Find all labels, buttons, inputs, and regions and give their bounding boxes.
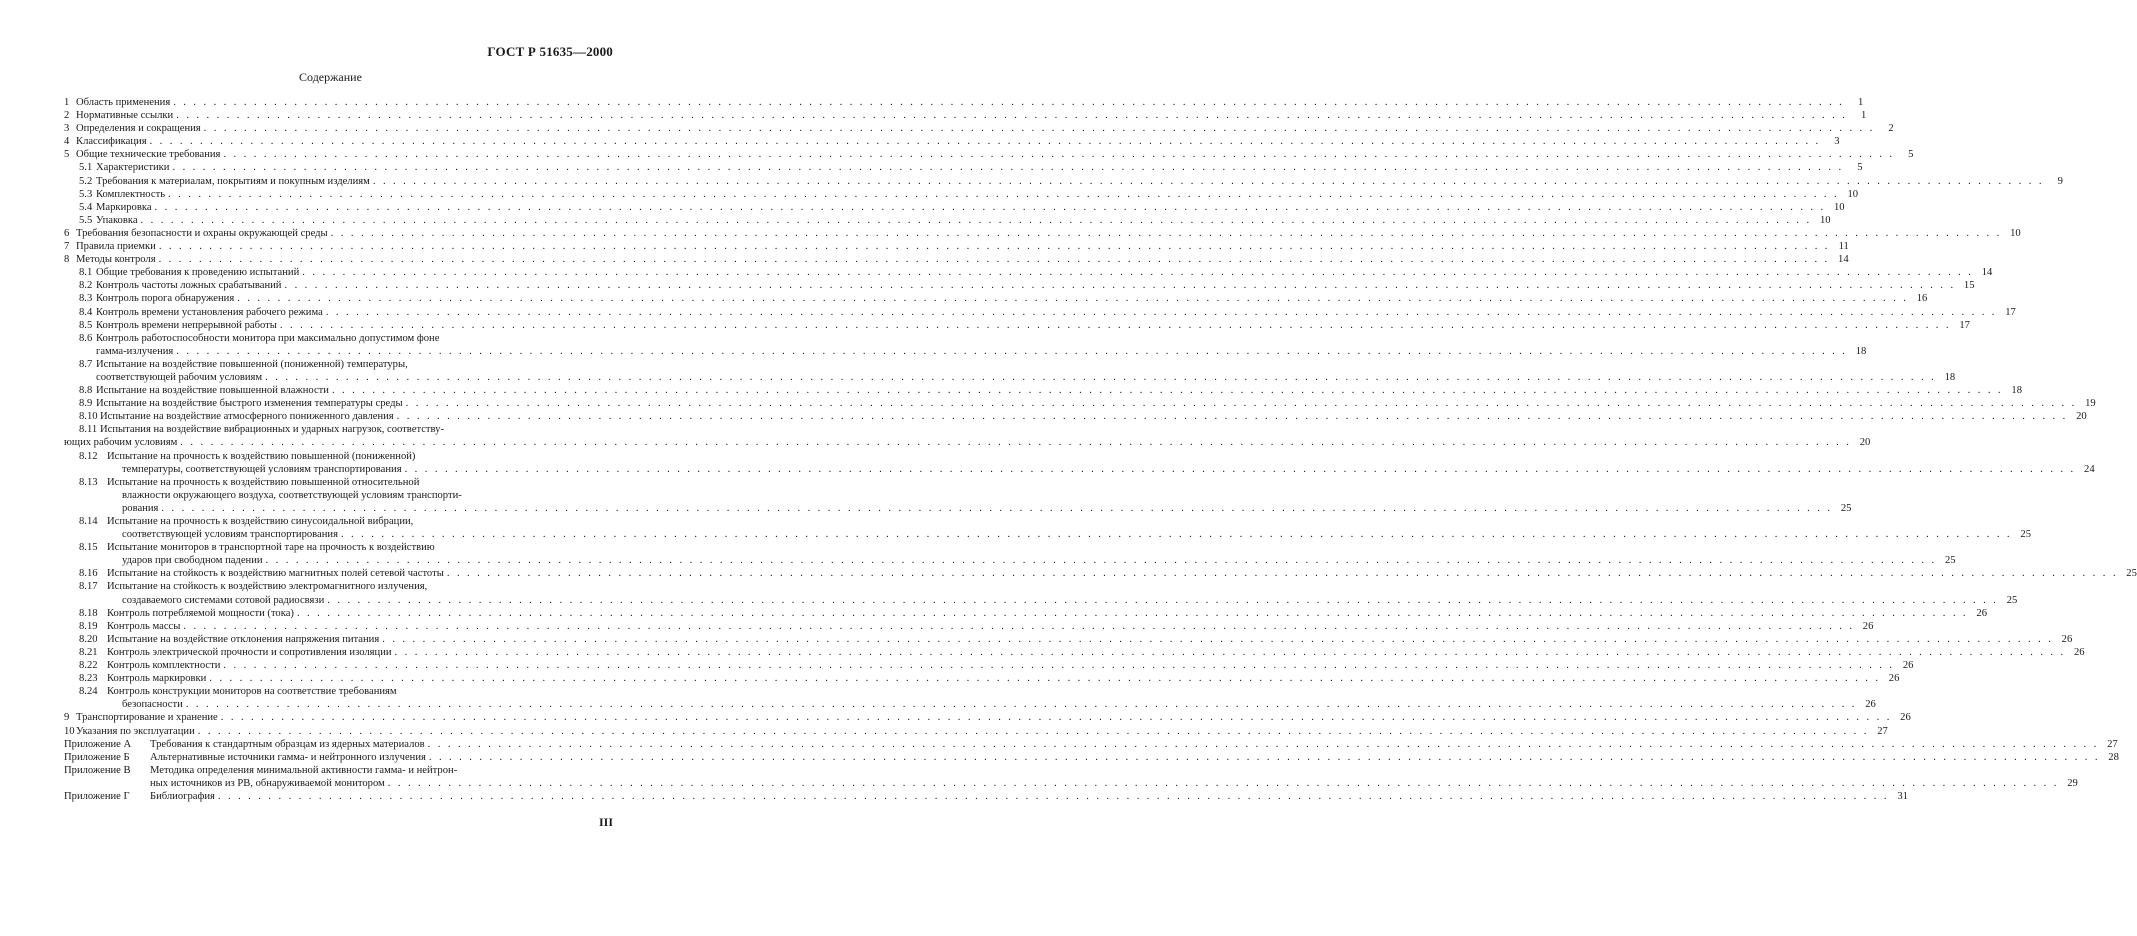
leader-dots — [302, 266, 1973, 279]
leader-dots — [198, 725, 1869, 738]
toc-entry[interactable] — [64, 214, 1831, 227]
leader-dots — [223, 148, 1894, 161]
toc-entry-title-continued: рования — [122, 502, 159, 514]
toc-entry-number: 5.3 — [79, 188, 93, 200]
toc-entry-page: 1 — [1860, 110, 1867, 122]
toc-entry-title-continued: создаваемого системами сотовой радиосвязи — [122, 594, 325, 606]
toc-entry[interactable] — [64, 672, 1900, 685]
toc-entry-page: 27 — [1877, 725, 1888, 737]
toc-entry-page: 26 — [1902, 660, 1914, 672]
leader-dots — [204, 122, 1875, 135]
toc-entry[interactable] — [64, 397, 2096, 410]
leader-dots — [168, 188, 1839, 201]
toc-entry-page: 28 — [2108, 751, 2119, 763]
leader-dots — [150, 135, 1821, 148]
toc-entry-title: Альтернативные источники гамма- и нейтронного излучения — [150, 751, 426, 763]
toc-entry[interactable] — [64, 685, 1876, 711]
toc-entry-number: 8.23 — [79, 673, 98, 685]
toc-entry-title: Контроль времени непрерывной работы — [96, 319, 277, 331]
toc-entry[interactable] — [64, 188, 1859, 201]
leader-dots — [327, 594, 1998, 607]
toc-entry-number: 8.3 — [79, 293, 93, 305]
toc-entry-page: 10 — [1847, 188, 1859, 200]
leader-dots — [237, 292, 1908, 305]
leader-dots — [284, 279, 1955, 292]
toc-entry-number: 8.19 — [79, 620, 98, 632]
toc-entry-title-continued: ющих рабочим условиям — [64, 437, 178, 449]
leader-dots — [209, 672, 1880, 685]
toc-entry-title: Классификация — [76, 136, 147, 148]
toc-entry-page: 16 — [1916, 293, 1928, 305]
toc-entry-title: Контроль комплектности — [107, 660, 221, 672]
leader-dots — [428, 738, 2099, 751]
toc-entry-title: Контроль работоспособности монитора при максимально допустимом фоне — [96, 332, 440, 344]
toc-entry-number: 8.16 — [79, 568, 98, 580]
toc-entry[interactable] — [64, 240, 1849, 253]
leader-dots — [176, 109, 1847, 122]
toc-entry-title: Контроль частоты ложных срабатываний — [96, 280, 282, 292]
toc-entry[interactable] — [64, 646, 2085, 659]
toc-entry-number: 8.20 — [79, 633, 98, 645]
toc-entry-page: 3 — [1834, 136, 1840, 148]
toc-entry-number: Приложение В — [64, 764, 131, 776]
toc-entry-page: 18 — [1855, 345, 1867, 357]
leader-dots — [266, 554, 1937, 567]
toc-entry-title: Испытание на стойкость к воздействию магнитных полей сетевой частоты — [107, 568, 444, 580]
leader-dots — [395, 646, 2066, 659]
leader-dots — [172, 161, 1843, 174]
toc-title: Содержание — [299, 70, 362, 84]
toc-entry-number: 9 — [64, 712, 70, 724]
toc-entry-number: Приложение Б — [64, 751, 130, 763]
leader-dots — [429, 751, 2100, 764]
toc-entry-title: Контроль электрической прочности и сопротивления изоляции — [107, 646, 392, 658]
toc-entry[interactable] — [64, 292, 1928, 305]
toc-entry-title: Испытания на воздействие вибрационных и ударных нагрузок, соответству- — [100, 424, 444, 436]
toc-entry-title: Контроль потребляемой мощности (тока) — [107, 607, 294, 619]
toc-entry[interactable] — [64, 567, 2137, 580]
toc-entry-number: 8.22 — [79, 660, 98, 672]
toc-entry[interactable] — [64, 96, 1864, 109]
leader-dots — [159, 240, 1830, 253]
toc-entry-title: Испытание мониторов в транспортной таре на прочность к воздействию — [107, 542, 435, 554]
leader-dots — [388, 777, 2059, 790]
toc-entry-page: 5 — [1908, 149, 1914, 161]
toc-entry-title: Указания по эксплуатации — [76, 725, 195, 737]
toc-entry[interactable] — [64, 659, 1914, 672]
toc-entry-number: 1 — [64, 97, 70, 108]
leader-dots — [331, 227, 2002, 240]
toc-entry[interactable] — [64, 476, 1852, 515]
toc-entry-page: 26 — [1865, 699, 1876, 711]
toc-entry-title: Библиография — [150, 790, 215, 802]
toc-entry-number: 8.12 — [79, 450, 98, 462]
toc-entry-number: 8.4 — [79, 306, 93, 318]
leader-dots — [141, 214, 1812, 227]
toc-entry-number: Приложение А — [64, 738, 132, 750]
toc-entry-number: 5.1 — [79, 162, 93, 174]
toc-entry-title: Испытание на стойкость к воздействию электромагнитного излучения, — [107, 581, 428, 593]
toc-entry[interactable] — [64, 633, 2073, 646]
toc-entry-number: 8.9 — [79, 398, 93, 410]
toc-entry-page: 17 — [1959, 319, 1970, 331]
toc-entry[interactable] — [64, 384, 2022, 397]
toc-entry-page: 25 — [2126, 568, 2137, 580]
toc-entry-title: Методика определения минимальной активности гамма- и нейтрон- — [150, 764, 458, 776]
toc-entry[interactable] — [64, 227, 2021, 240]
toc-entry-title-continued: температуры, соответствующей условиям транспортирования — [122, 463, 402, 475]
leader-dots — [297, 607, 1968, 620]
toc-entry-number: 8.8 — [79, 385, 93, 397]
toc-entry-page: 29 — [2067, 777, 2078, 789]
toc-entry-title: Область применения — [76, 97, 171, 108]
toc-entry-page: 18 — [2011, 385, 2022, 397]
toc-entry-page: 5 — [1857, 162, 1863, 174]
toc-entry-title: Общие требования к проведению испытаний — [96, 267, 300, 279]
toc-entry-number: 5.5 — [79, 214, 93, 226]
leader-dots — [397, 410, 2068, 423]
document-header-code: ГОСТ Р 51635—2000 — [487, 44, 613, 59]
toc-entry[interactable] — [64, 790, 1908, 803]
toc-entry[interactable] — [64, 738, 2118, 751]
toc-entry-title-continued: ударов при свободном падении — [122, 555, 263, 567]
toc-entry-number: 8.5 — [79, 319, 93, 331]
toc-entry-number: 3 — [64, 123, 70, 135]
toc-entry[interactable] — [64, 266, 1993, 279]
toc-entry-page: 26 — [1862, 620, 1874, 632]
toc-entry-title: Испытание на прочность к воздействию повышенной (пониженной) — [107, 450, 416, 462]
toc-entry-number: 5.2 — [79, 175, 93, 187]
toc-entry-number: Приложение Г — [64, 790, 130, 802]
toc-entry-page: 1 — [1857, 97, 1864, 108]
toc-entry[interactable] — [64, 450, 2095, 476]
toc-entry[interactable] — [64, 358, 1956, 384]
toc-entry-page: 2 — [1888, 123, 1894, 135]
toc-entry-page: 24 — [2084, 463, 2095, 475]
toc-entry-page: 27 — [2107, 738, 2118, 750]
toc-entry[interactable] — [64, 332, 1867, 358]
toc-entry-page: 26 — [1900, 712, 1911, 724]
toc-entry-number: 8.18 — [79, 607, 98, 619]
toc-entry-page: 19 — [2085, 398, 2096, 410]
toc-entry-number: 8.15 — [79, 542, 98, 554]
leader-dots — [221, 711, 1892, 724]
toc-entry[interactable] — [64, 135, 1840, 148]
toc-entry-number: 8.7 — [79, 358, 93, 370]
toc-entry[interactable] — [64, 253, 1849, 266]
toc-entry-number: 8.21 — [79, 646, 98, 658]
toc-entry-number: 8.10 — [79, 411, 98, 423]
leader-dots — [176, 345, 1847, 358]
toc-entry-page: 10 — [2010, 227, 2021, 239]
toc-entry-title-continued: соответствующей условиям транспортирования — [122, 529, 338, 541]
toc-entry-title-continued: влажности окружающего воздуха, соответствующей условиям транспорти- — [122, 489, 462, 501]
toc-entry[interactable] — [64, 541, 1956, 567]
toc-entry-title: Контроль маркировки — [107, 673, 207, 685]
toc-entry-number: 5 — [64, 149, 70, 161]
toc-entry-title: Контроль порога обнаружения — [96, 293, 235, 305]
toc-entry-page: 10 — [1833, 201, 1845, 213]
toc-entry[interactable] — [64, 279, 1975, 292]
toc-entry[interactable] — [64, 607, 1987, 620]
leader-dots — [406, 397, 2077, 410]
toc-entry[interactable] — [64, 515, 2031, 541]
toc-entry-title-continued: соответствующей рабочим условиям — [96, 371, 263, 383]
leader-dots — [382, 633, 2053, 646]
leader-dots — [223, 659, 1894, 672]
toc-entry-title: Упаковка — [96, 214, 138, 226]
leader-dots — [180, 436, 1851, 449]
toc-entry[interactable] — [64, 319, 1970, 332]
leader-dots — [447, 567, 2118, 580]
leader-dots — [155, 201, 1826, 214]
toc-entry-page: 25 — [1944, 555, 1956, 567]
toc-entry-title: Комплектность — [96, 188, 166, 200]
toc-entry-number: 8.1 — [79, 267, 93, 279]
toc-entry[interactable] — [64, 410, 2087, 423]
toc-entry-title-continued: ных источников из РВ, обнаруживаемой монитором — [150, 777, 385, 789]
leader-dots — [326, 306, 1997, 319]
toc-entry-number: 7 — [64, 241, 70, 253]
toc-entry-title-continued: гамма-излучения — [96, 345, 174, 357]
toc-entry[interactable] — [64, 148, 1914, 161]
leader-dots — [265, 371, 1936, 384]
toc-entry-page: 25 — [2006, 594, 2018, 606]
toc-entry-title: Испытание на воздействие отклонения напряжения питания — [107, 633, 380, 645]
toc-entry-page: 15 — [1963, 280, 1975, 292]
toc-entry[interactable] — [64, 620, 1874, 633]
toc-entry-number: 8.13 — [79, 476, 98, 488]
toc-entry-title: Испытание на воздействие повышенной влажности — [96, 385, 329, 397]
toc-entry[interactable] — [64, 306, 2016, 319]
leader-dots — [332, 384, 2003, 397]
toc-entry-number: 8.11 — [79, 424, 98, 436]
toc-entry-page: 18 — [1944, 371, 1956, 383]
toc-entry-title: Испытание на воздействие атмосферного пониженного давления — [100, 411, 394, 423]
leader-dots — [341, 528, 2012, 541]
toc-entry-title: Нормативные ссылки — [76, 110, 174, 122]
leader-dots — [280, 319, 1951, 332]
toc-entry-number: 8.24 — [79, 686, 98, 698]
toc-entry-title-continued: безопасности — [122, 699, 183, 711]
toc-entry-page: 20 — [1859, 437, 1871, 449]
toc-entry-title: Испытание на воздействие быстрого изменения температуры среды — [96, 398, 403, 410]
toc-entry-page: 14 — [1981, 267, 1993, 279]
toc-entry-title: Контроль массы — [107, 620, 181, 632]
toc-entry-number: 8.2 — [79, 280, 93, 292]
toc-entry-page: 11 — [1838, 241, 1849, 253]
toc-entry[interactable] — [64, 711, 1911, 724]
toc-entry-page: 26 — [2073, 646, 2085, 658]
toc-entry-number: 6 — [64, 227, 70, 239]
leader-dots — [161, 502, 1832, 515]
toc-entry-title: Испытание на прочность к воздействию повышенной относительной — [107, 476, 420, 488]
toc-entry-page: 25 — [2020, 529, 2031, 541]
leader-dots — [173, 96, 1844, 109]
page-number: III — [598, 815, 613, 829]
toc-entry-title: Испытание на прочность к воздействию синусоидальной вибрации, — [107, 516, 414, 527]
toc-entry-page: 26 — [2061, 633, 2073, 645]
toc-entry-number: 8.14 — [79, 516, 98, 527]
toc-entry-title: Маркировка — [96, 201, 152, 213]
toc-entry[interactable] — [64, 764, 2078, 790]
leader-dots — [159, 253, 1830, 266]
toc-entry-title: Правила приемки — [76, 241, 156, 253]
toc-entry-title: Общие технические требования — [76, 149, 221, 161]
toc-entry-number: 5.4 — [79, 201, 93, 213]
toc-entry-title: Контроль времени установления рабочего режима — [96, 306, 323, 318]
toc-entry-page: 20 — [2076, 411, 2087, 423]
toc-entry-title: Требования к стандартным образцам из ядерных материалов — [150, 738, 425, 750]
toc-entry-page: 26 — [1888, 673, 1900, 685]
toc-entry-number: 8.6 — [79, 332, 93, 344]
toc-entry-title: Характеристики — [96, 162, 170, 174]
toc-entry-page: 10 — [1819, 214, 1831, 226]
toc-entry-title: Методы контроля — [76, 254, 156, 266]
leader-dots — [186, 698, 1857, 711]
toc-entry-number: 8.17 — [79, 581, 98, 593]
toc-entry[interactable] — [64, 201, 1845, 214]
toc-entry-page: 26 — [1976, 607, 1987, 619]
toc-entry-page: 9 — [2057, 175, 2063, 187]
toc-entry-title: Требования к материалам, покрытиям и покупным изделиям — [96, 175, 370, 187]
toc-entry-page: 31 — [1897, 790, 1908, 802]
toc-entry-number: 2 — [64, 110, 70, 122]
leader-dots — [183, 620, 1854, 633]
toc-entry[interactable] — [64, 423, 1871, 449]
toc-entry[interactable] — [64, 751, 2119, 764]
table-of-contents — [64, 96, 2137, 803]
toc-entry[interactable] — [64, 175, 2063, 188]
toc-entry-number: 10 — [64, 725, 75, 737]
toc-entry-page: 17 — [2005, 306, 2016, 318]
toc-entry[interactable] — [64, 109, 1867, 122]
toc-entry[interactable] — [64, 725, 1888, 738]
toc-entry[interactable] — [64, 122, 1894, 135]
toc-entry-number: 8 — [64, 254, 70, 266]
leader-dots — [373, 175, 2044, 188]
toc-entry-number: 4 — [64, 136, 70, 148]
toc-entry-title: Требования безопасности и охраны окружающей среды — [76, 227, 328, 239]
toc-entry[interactable] — [64, 161, 1863, 174]
toc-entry-page: 25 — [1840, 502, 1852, 514]
toc-entry[interactable] — [64, 580, 2018, 606]
toc-entry-title: Транспортирование и хранение — [76, 712, 218, 724]
leader-dots — [405, 463, 2076, 476]
toc-entry-title: Испытание на воздействие повышенной (пониженной) температуры, — [96, 358, 408, 370]
leader-dots — [218, 790, 1889, 803]
toc-entry-title: Определения и сокращения — [76, 123, 201, 135]
toc-entry-title: Контроль конструкции мониторов на соответствие требованиям — [107, 686, 397, 698]
toc-entry-page: 14 — [1838, 254, 1849, 266]
